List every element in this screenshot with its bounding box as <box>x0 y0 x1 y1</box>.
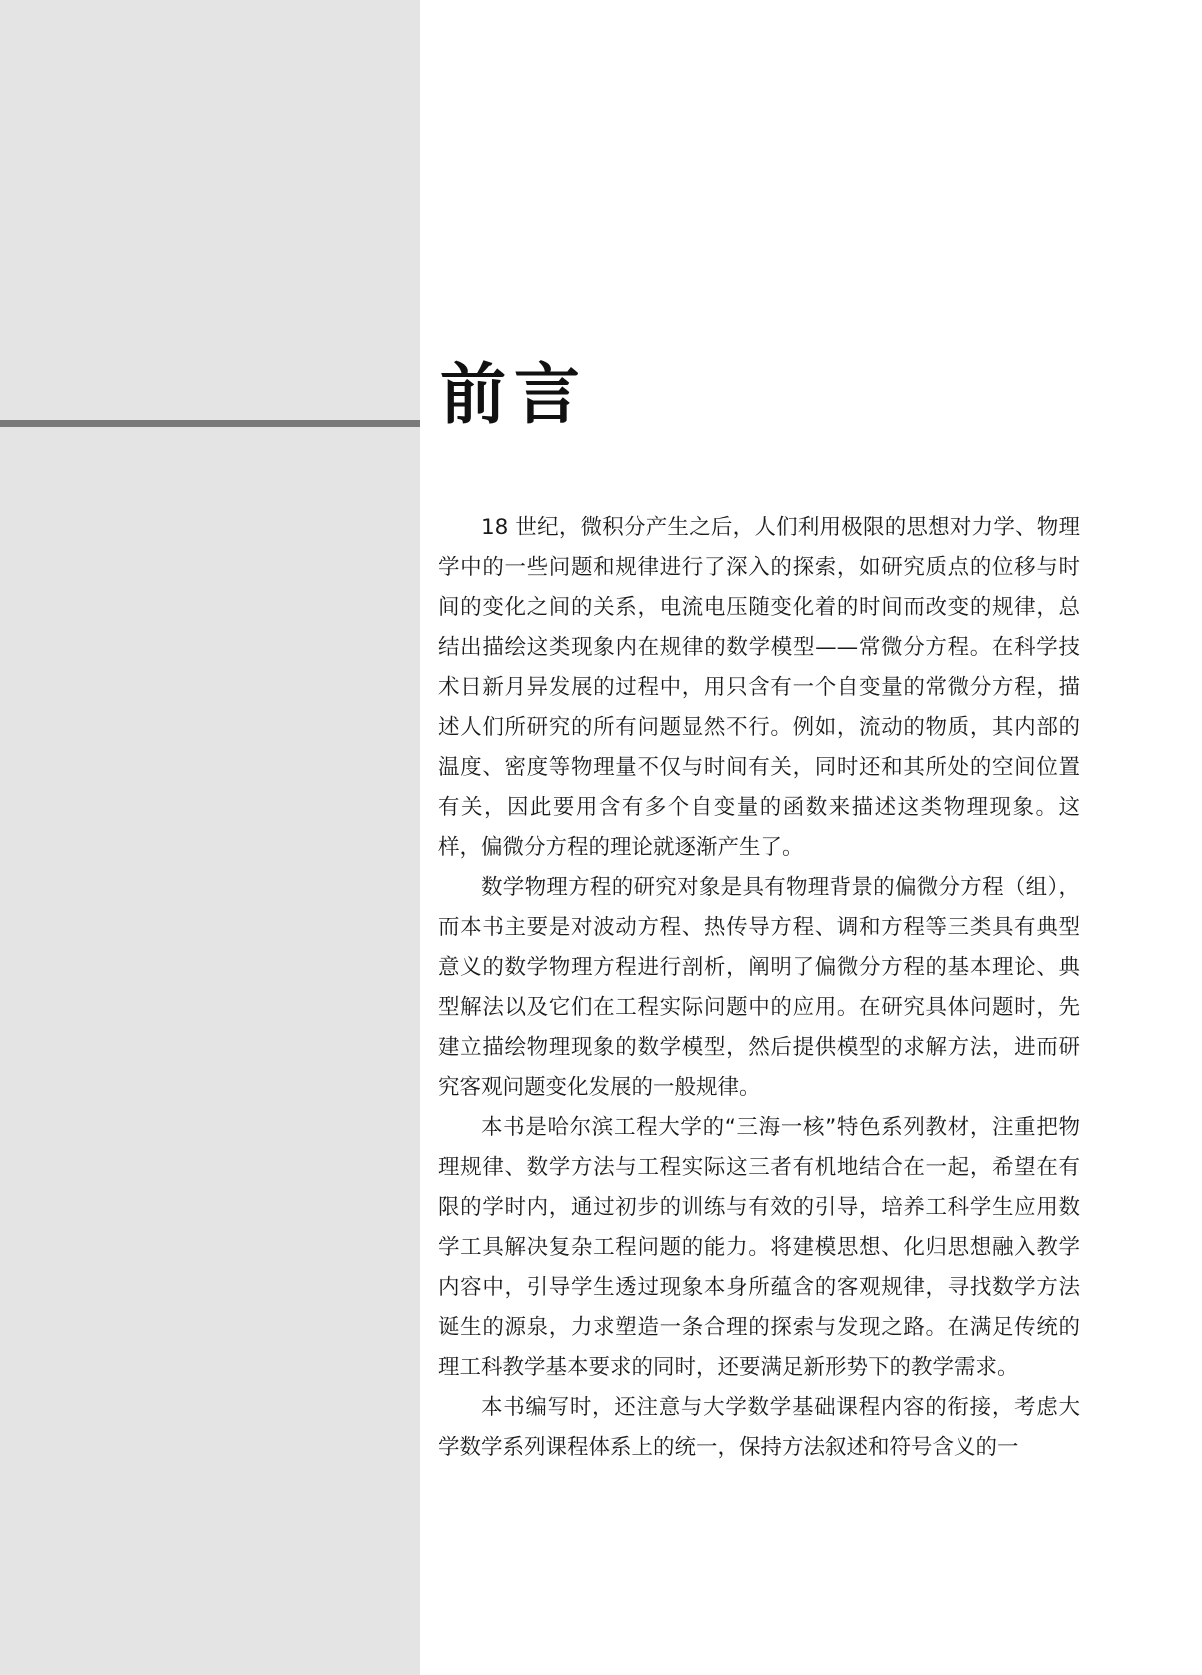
chapter-title: 前言 <box>440 356 588 433</box>
paragraph-2: 数学物理方程的研究对象是具有物理背景的偏微分方程（组），而本书主要是对波动方程、热传导方程、调和方程等三类具有典型意义的数学物理方程进行剖析，阐明了偏微分方程的基本理论、典型解法以及它们在工程实际问题中的应用。在研究具体问题时，先建立描绘物理现象的数学模型，然后提供模型的求解方法，进而研究客观问题变化发展的一般规律。 <box>438 875 1080 1100</box>
paragraph-4: 本书编写时，还注意与大学数学基础课程内容的衔接，考虑大学数学系列课程体系上的统一，保持方法叙述和符号含义的一 <box>438 1395 1080 1460</box>
paragraph-1: 18 世纪，微积分产生之后，人们利用极限的思想对力学、物理学中的一些问题和规律进行了深入的探索，如研究质点的位移与时间的变化之间的关系，电流电压随变化着的时间而改变的规律，总结出描绘这类现象内在规律的数学模型——常微分方程。在科学技术日新月异发展的过程中，用只含有一个自变量的常微分方程，描述人们所研究的所有问题显然不行。例如，流动的物质，其内部的温度、密度等物理量不仅与时间有关，同时还和其所处的空间位置有关，因此要用含有多个自变量的函数来描述这类物理现象。这样，偏微分方程的理论就逐渐产生了。 <box>438 515 1080 860</box>
paragraph-3: 本书是哈尔滨工程大学的“三海一核”特色系列教材，注重把物理规律、数学方法与工程实际这三者有机地结合在一起，希望在有限的学时内，通过初步的训练与有效的引导，培养工科学生应用数学工具解决复杂工程问题的能力。将建模思想、化归思想融入教学内容中，引导学生透过现象本身所蕴含的客观规律，寻找数学方法诞生的源泉，力求塑造一条合理的探索与发现之路。在满足传统的理工科教学基本要求的同时，还要满足新形势下的教学需求。 <box>438 1115 1080 1380</box>
title-rule <box>0 420 420 427</box>
body-text <box>438 508 1080 1468</box>
left-gray-panel <box>0 0 420 1675</box>
